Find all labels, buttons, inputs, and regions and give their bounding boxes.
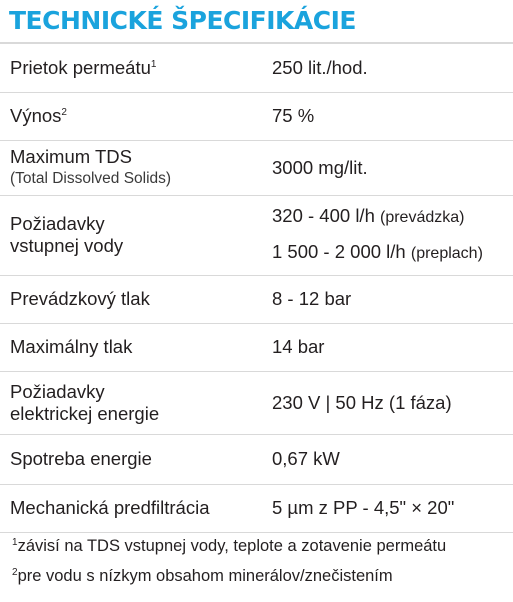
spec-label: Požiadavky vstupnej vody [0,195,272,275]
spec-value: 75 % [272,92,513,140]
table-row [0,275,513,323]
spec-value: 250 lit./hod. [272,44,513,92]
spec-label [0,140,272,195]
table-row [0,484,513,532]
spec-value: 0,67 kW [272,434,513,484]
spec-label: Maximálny tlak [0,323,272,371]
spec-value: 320 - 400 l/h (prevádzka) 1 500 - 2 000 l/h (preplach) [272,195,513,275]
spec-label-sub: (Total Dissolved Solids) [10,169,172,187]
spec-label: Spotreba energie [0,434,272,484]
footnote-ref: 2 [61,107,67,118]
spec-label: Prevádzkový tlak [0,275,272,323]
spec-value: 3000 mg/lit. [272,140,513,195]
spec-value: 14 bar [272,323,513,371]
table-row [0,323,513,371]
footnote: $^2$pre vodu s nízkym obsahom minerálov/znečistením [12,567,393,585]
spec-label: Prietok permeátu$^1$ [0,44,272,92]
table-row [0,92,513,140]
table-row [0,434,513,484]
spec-label: Výnos$^2$ [0,92,272,140]
spec-label: Požiadavky elektrickej energie [0,371,272,434]
table-row [0,195,513,275]
footnote: $^1$závisí na TDS vstupnej vody, teplote a zotavenie permeátu [12,537,447,555]
spec-value: 5 µm z PP - 4,5" × 20" [272,484,513,532]
table-row [0,44,513,92]
page-title: TECHNICKÉ ŠPECIFIKÁCIE [9,6,357,35]
spec-value: 8 - 12 bar [272,275,513,323]
table-row [0,371,513,434]
spec-table [0,44,513,533]
spec-label: Mechanická predfiltrácia [0,484,272,532]
spec-value: 230 V | 50 Hz (1 fáza) [272,371,513,434]
footnote-ref: 1 [150,58,157,70]
spec-label-main: Maximum TDS [10,145,132,167]
table-row [0,140,513,195]
